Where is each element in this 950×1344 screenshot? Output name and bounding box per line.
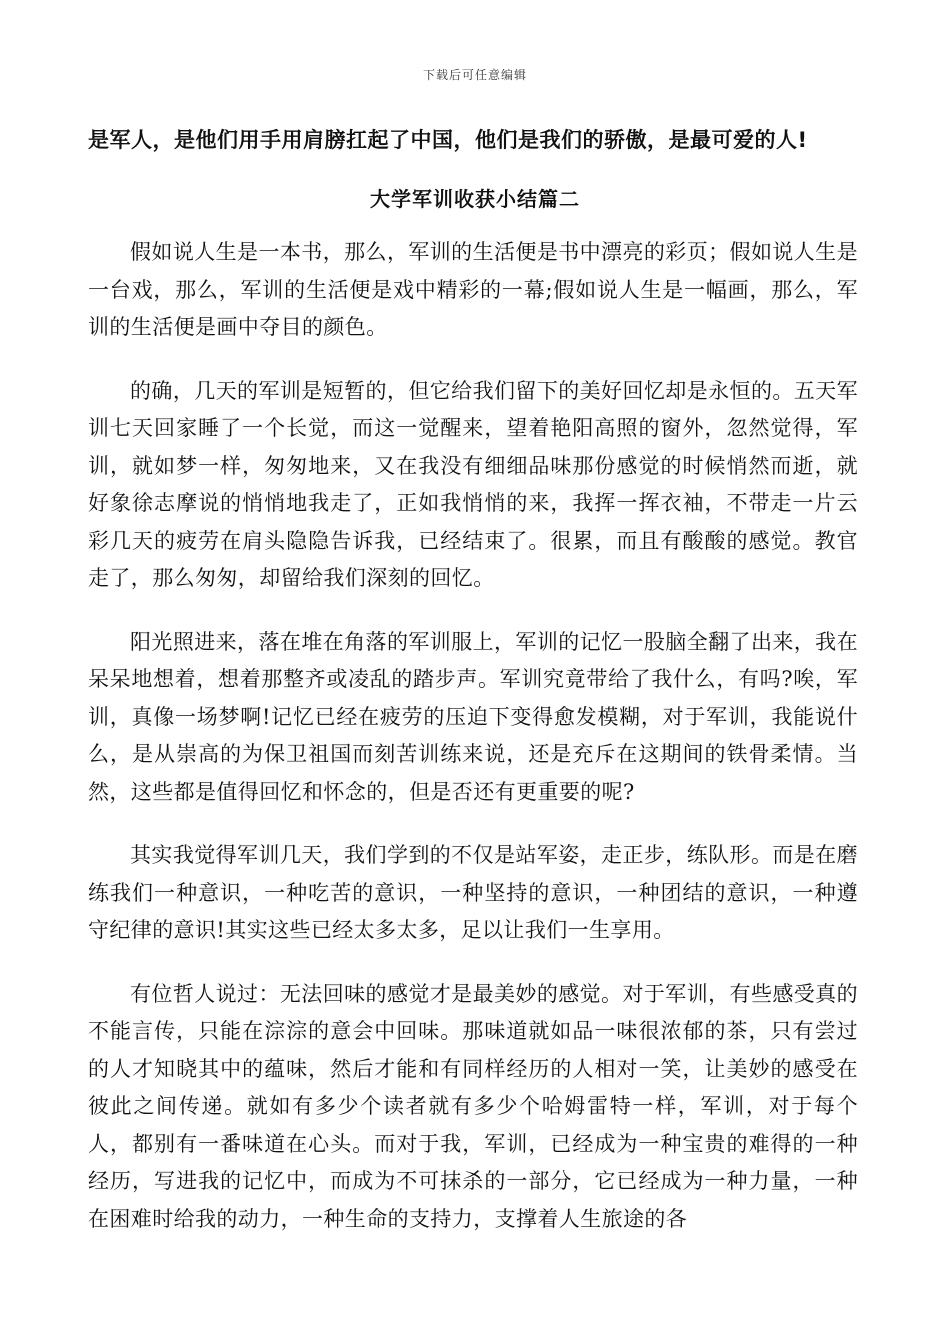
paragraph-1: 假如说人生是一本书，那么，军训的生活便是书中漂亮的彩页；假如说人生是一台戏，那么，军训的生活便是戏中精彩的一幕;假如说人生是一幅画，那么，军训的生活便是画中夺目的颜色。 <box>88 240 858 339</box>
document-body <box>88 234 858 1264</box>
lead-line: 是军人，是他们用手用肩膀扛起了中国，他们是我们的骄傲，是最可爱的人! <box>88 128 808 152</box>
header-note: 下载后可任意编辑 <box>422 68 527 82</box>
paragraph-3: 阳光照进来，落在堆在角落的军训服上，军训的记忆一股脑全翻了出来，我在呆呆地想着，想着那整齐或凌乱的踏步声。军训究竟带给了我什么，有吗?唉，军训，真像一场梦啊!记忆已经在疲劳的压迫下变得愈发模糊，对于军训，我能说什么，是从崇高的为保卫祖国而刻苦训练来说，还是充斥在这期间的铁骨柔情。当然，这些都是值得回忆和怀念的，但是否还有更重要的呢? <box>88 629 858 804</box>
section-title: 大学军训收获小结篇二 <box>370 187 580 211</box>
paragraph-5: 有位哲人说过：无法回味的感觉才是最美妙的感觉。对于军训，有些感受真的不能言传，只能在淙淙的意会中回味。那味道就如品一味很浓郁的茶，只有尝过的人才知晓其中的蕴味，然后才能和有同样经历的人相对一笑，让美妙的感受在彼此之间传递。就如有多少个读者就有多少个哈姆雷特一样，军训，对于每个人，都别有一番味道在心头。而对于我，军训，已经成为一种宝贵的难得的一种经历，写进我的记忆中，而成为不可抹杀的一部分，它已经成为一种力量，一种在困难时给我的动力，一种生命的支持力，支撑着人生旅途的各 <box>88 981 858 1231</box>
paragraph-2: 的确，几天的军训是短暂的，但它给我们留下的美好回忆却是永恒的。五天军训七天回家睡了一个长觉，而这一觉醒来，望着艳阳高照的窗外，忽然觉得，军训，就如梦一样，匆匆地来，又在我没有细细品味那份感觉的时候悄然而逝，就好象徐志摩说的悄悄地我走了，正如我悄悄的来，我挥一挥衣袖，不带走一片云彩几天的疲劳在肩头隐隐告诉我，已经结束了。很累，而且有酸酸的感觉。教官走了，那么匆匆，却留给我们深刻的回忆。 <box>88 378 858 590</box>
paragraph-4: 其实我觉得军训几天，我们学到的不仅是站军姿，走正步，练队形。而是在磨练我们一种意识，一种吃苦的意识，一种坚持的意识，一种团结的意识，一种遵守纪律的意识!其实这些已经太多太多，足以让我们一生享用。 <box>88 843 858 942</box>
